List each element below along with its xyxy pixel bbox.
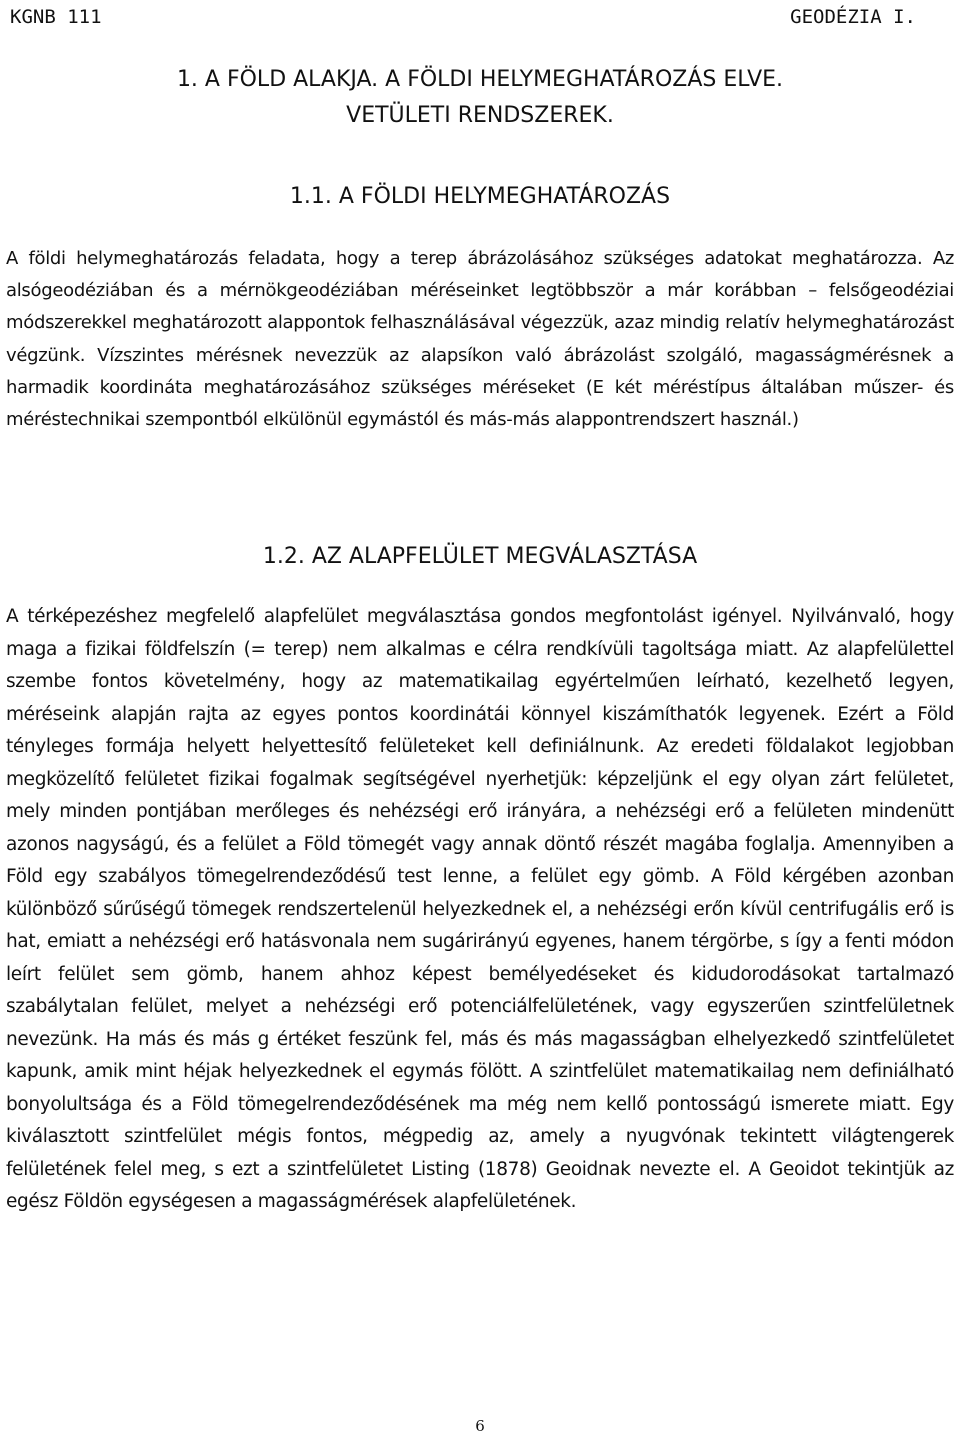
section-heading-1-1: 1.1. A FÖLDI HELYMEGHATÁROZÁS: [289, 184, 671, 209]
page-number: 6: [475, 1417, 485, 1435]
section-heading-1-2: 1.2. AZ ALAPFELÜLET MEGVÁLASZTÁSA: [262, 544, 698, 569]
chapter-title-line-1: 1. A FÖLD ALAKJA. A FÖLDI HELYMEGHATÁROZÁS ELVE.: [176, 67, 784, 92]
section-1-1-paragraph: A földi helymeghatározás feladata, hogy a terep ábrázolásához szükséges adatokat meghatározza. Az alsógeodéziában és a mérnökgeodéziában méréseinket legtöbbször a már korábban – felsőgeodéziai módszerekkel meghatározott alappontok felhasználásával végezzük, azaz mindig relatív helymeghatározást végzünk. Vízszintes mérésnek nevezzük az alapsíkon való ábrázolást szolgáló, magasságmérésnek a harmadik koordináta meghatározásához szükséges méréseket (E két méréstípus általában műszer- és méréstechnikai szempontból elkülönül egymástól és más-más alappontrendszert használ.): [6, 248, 954, 431]
page-header: [10, 6, 916, 30]
chapter-title-line-2: VETÜLETI RENDSZEREK.: [346, 103, 614, 128]
section-1-2-paragraph: A térképezéshez megfelelő alapfelület megválasztása gondos megfontolást igényel. Nyilvánvaló, hogy maga a fizikai földfelszín (= terep) nem alkalmas e célra rendkívüli tagoltsága miatt. Az alapfelülettel szembe fontos követelmény, hogy az matematikailag egyértelműen leírható, kezelhető legyen, méréseink alapján rajta az egyes pontos koordinátái könnyel kiszámíthatók legyenek. Ezért a Föld tényleges formája helyett helyettesítő felületeket kell definiálnunk. Az eredeti földalakot legjobban megközelítő felületet fizikai fogalmak segítségével nyerhetjük: képzeljünk el egy olyan zárt felületet, mely minden pontjában merőleges és nehézségi erő irányára, a nehézségi erő a felületen mindenütt azonos nagyságú, és a felület a Föld tömegét vagy annak döntő részét magába foglalja. Amennyiben a Föld egy szabályos tömegelrendeződésű test lenne, a felület egy gömb. A Föld kérgében azonban különböző sűrűségű tömegek rendszertelenül helyezkednek el, a nehézségi erőn kívül centrifugális erő is hat, emiatt a nehézségi erő hatásvonala nem sugárirányú egyenes, hanem térgörbe, s így a fenti módon leírt felület sem gömb, hanem ahhoz képest bemélyedéseket és kidudorodásokat tartalmazó szabálytalan felület, melyet a nehézségi erő potenciálfelületének, vagy egyszerűen szintfelületnek nevezünk. Ha más és más g értéket feszünk fel, más és más magasságban elhelyezkedő szintfelületet kapunk, amik mint héjak helyezkednek el egymás fölött. A szintfelület matematikailag nem definiálható bonyolultsága és a Föld tömegelrendeződésének ma még nem kellő pontosságú ismerete miatt. Egy kiválasztott szintfelület mégis fontos, mégpedig az, amely a nyugvónak tekintett világtengerek felületének felel meg, s ezt a szintfelületet Listing (1878) Geoidnak nevezte el. A Geoidot tekintjük az egész Földön egységesen a magasságmérések alapfelületének.: [6, 606, 954, 1212]
chapter-title: [0, 62, 960, 134]
course-code: KGNB 111: [10, 6, 102, 28]
course-name: GEODÉZIA I.: [790, 6, 916, 28]
